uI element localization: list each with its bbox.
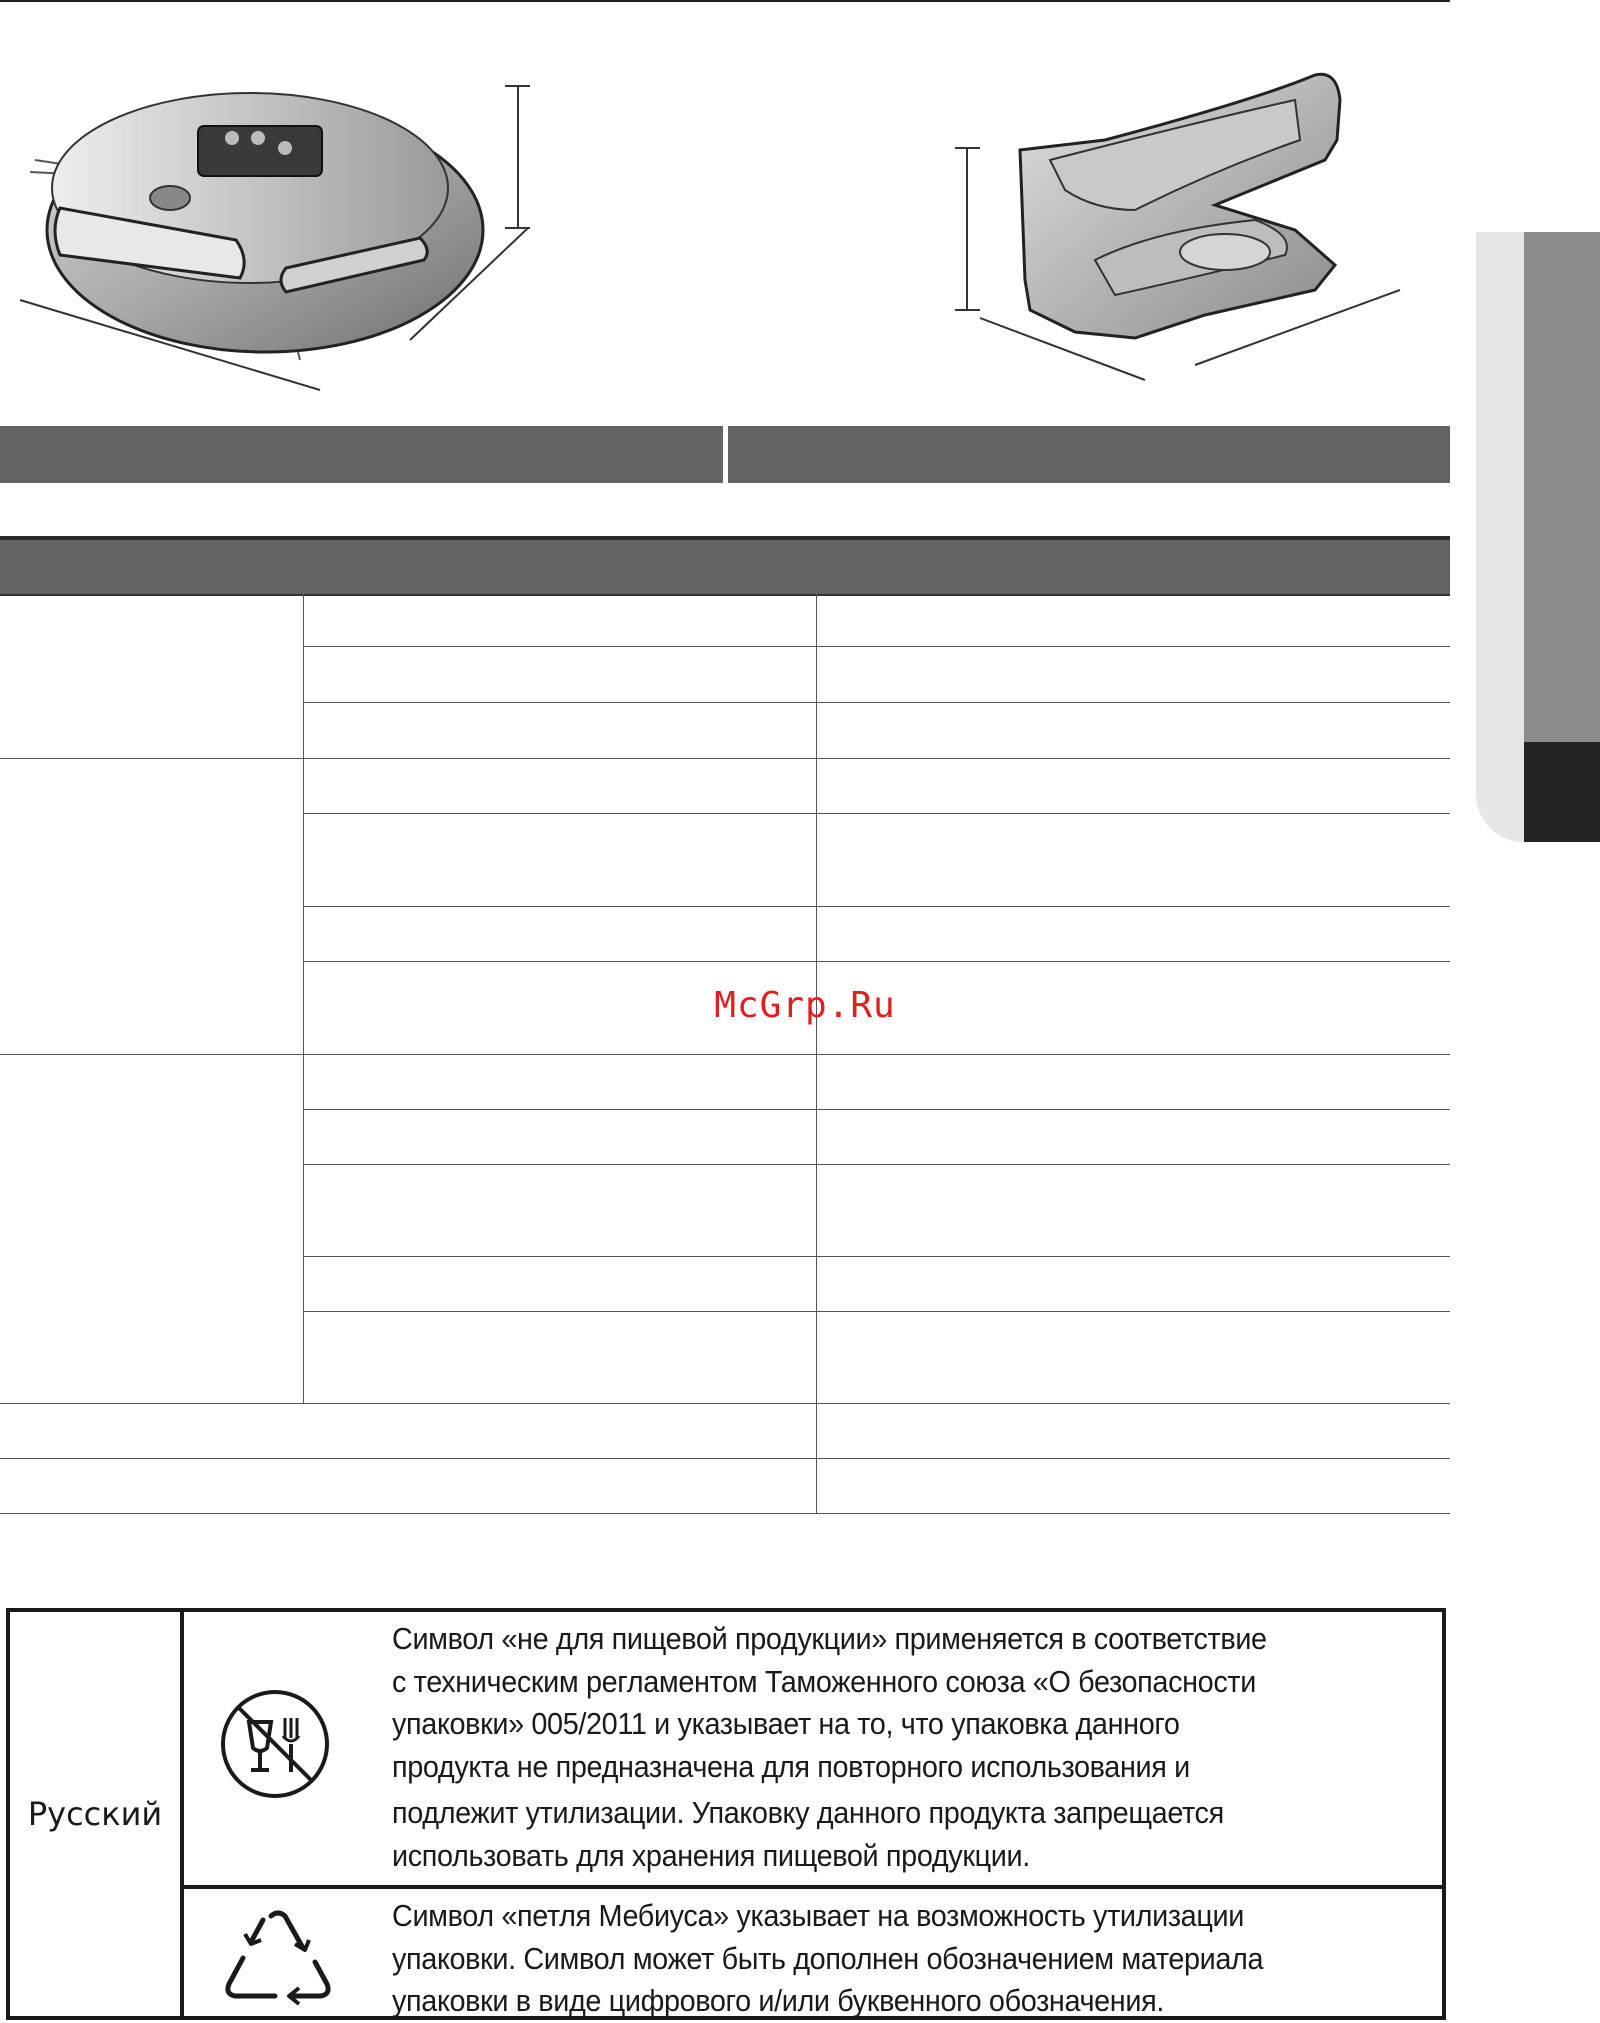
mobius-loop-icon <box>223 1910 333 2010</box>
table-row-divider <box>0 758 1450 759</box>
table-row-divider <box>0 1403 1450 1404</box>
table-row-divider <box>0 1054 1450 1055</box>
text-line: использовать для хранения пищевой продукции. <box>392 1837 1030 1873</box>
text-line: Символ «петля Мебиуса» указывает на возможность утилизации <box>392 1898 1244 1933</box>
table-row-divider <box>303 1311 1450 1312</box>
top-rule <box>0 0 1450 2</box>
not-for-food-icon <box>219 1688 331 1800</box>
watermark: McGrp.Ru <box>714 985 896 1026</box>
packaging-notice <box>6 1608 1446 2020</box>
chapter-tab-strip <box>1524 232 1600 742</box>
table-row-divider <box>303 906 1450 907</box>
table-row-divider <box>303 646 1450 647</box>
table-header <box>0 536 1450 594</box>
table-row-divider <box>303 1109 1450 1110</box>
table-row-divider <box>303 1256 1450 1257</box>
charging-station-illustration <box>955 70 1415 390</box>
table-row-divider <box>303 961 1450 962</box>
table-row-divider <box>303 702 1450 703</box>
robot-vacuum-illustration <box>0 60 580 410</box>
table-row-divider <box>0 594 1450 596</box>
text-line: упаковки в виде цифрового и/или буквенного обозначения. <box>392 1983 1164 2018</box>
table-row-divider <box>0 1458 1450 1459</box>
table-row-divider <box>303 1164 1450 1165</box>
text-line: Символ «не для пищевой продукции» применяется в соответствие <box>392 1621 1267 1656</box>
chapter-tab-marker <box>1524 742 1600 842</box>
table-row-divider <box>0 1513 1450 1514</box>
dimension-band-right <box>728 426 1450 483</box>
language-label: Русский <box>27 1795 163 1833</box>
text-line: продукта не предназначена для повторного использования и <box>392 1748 1190 1784</box>
notice-row-divider <box>180 1885 1442 1889</box>
text-line: подлежит утилизации. Упаковку данного продукта запрещается <box>392 1795 1224 1830</box>
text-line: упаковки. Символ может быть дополнен обозначением материала <box>392 1940 1264 1976</box>
mobius-symbol-text <box>392 1895 1263 2023</box>
food-symbol-text <box>392 1618 1267 1877</box>
dimension-band-left <box>0 426 723 483</box>
text-line: упаковки» 005/2011 и указывает на то, что упаковка данного <box>392 1706 1180 1741</box>
notice-column-divider <box>180 1612 184 2016</box>
table-column-divider <box>816 594 817 1513</box>
table-row-divider <box>303 813 1450 814</box>
text-line: с техническим регламентом Таможенного союза «О безопасности <box>392 1663 1256 1699</box>
